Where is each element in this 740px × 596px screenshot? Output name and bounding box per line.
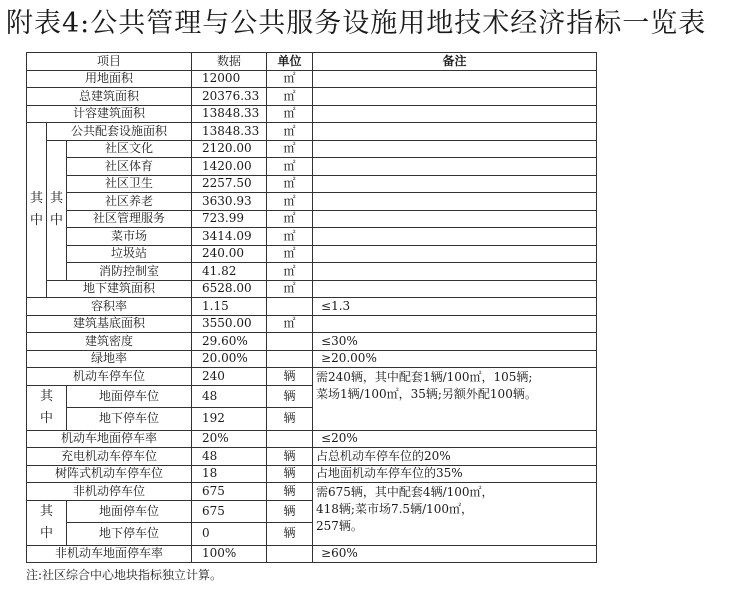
row-remark [313,315,597,333]
header-item: 项目 [27,53,192,71]
table-row [27,175,597,193]
row-item: 非机动车地面停车率 [27,545,192,563]
row-item: 建筑密度 [27,333,192,351]
row-data: 675 [192,483,267,501]
table-row [27,245,597,263]
row-remark: 占地面机动车停车位的35% [313,465,597,483]
row-unit: ㎡ [267,315,313,333]
row-item: 地下停车位 [67,408,192,431]
table-row [27,210,597,228]
row-item: 树阵式机动车停车位 [27,465,192,483]
row-data: 240 [192,368,267,386]
table-row [27,333,597,351]
row-item: 地下建筑面积 [47,280,192,298]
row-data: 0 [192,523,267,546]
table-row [27,465,597,483]
row-item: 总建筑面积 [27,88,192,106]
row-remark [313,228,597,246]
row-data: 20376.33 [192,88,267,106]
row-item: 机动车地面停车率 [27,430,192,448]
row-unit: ㎡ [267,210,313,228]
row-item: 非机动停车位 [27,483,192,501]
row-data: 41.82 [192,263,267,281]
group-label-facilities: 其 中 [47,140,67,280]
row-item: 地面停车位 [67,500,192,523]
row-remark [313,280,597,298]
row-item: 容积率 [27,298,192,316]
row-data: 12000 [192,70,267,88]
row-data: 29.60% [192,333,267,351]
row-item: 计容建筑面积 [27,105,192,123]
row-data: 3414.09 [192,228,267,246]
row-data: 1420.00 [192,158,267,176]
table-row [27,545,597,563]
group-label-area: 其 中 [27,123,47,298]
row-unit: ㎡ [267,158,313,176]
row-unit: ㎡ [267,193,313,211]
bike-parking-remark [313,483,597,546]
row-item: 绿地率 [27,350,192,368]
row-item: 消防控制室 [67,263,192,281]
row-remark [313,123,597,141]
table-row [27,448,597,466]
group-label-parking: 其 中 [27,385,67,430]
header-remark: 备注 [313,53,597,71]
parking-remark-line: 需240辆，其中配套1辆/100㎡，105辆; [316,370,533,384]
row-item: 社区养老 [67,193,192,211]
row-item: 垃圾站 [67,245,192,263]
table-row [27,263,597,281]
table-row [27,123,597,141]
table-row [27,280,597,298]
row-unit [267,298,313,316]
row-data: 723.99 [192,210,267,228]
table-row [27,193,597,211]
row-item: 社区卫生 [67,175,192,193]
row-remark [313,175,597,193]
table-row [27,430,597,448]
row-data: 6528.00 [192,280,267,298]
row-unit [267,333,313,351]
row-item: 用地面积 [27,70,192,88]
row-data: 20% [192,430,267,448]
row-unit [267,545,313,563]
table-row [27,158,597,176]
row-unit: 辆 [267,483,313,501]
row-data: 13848.33 [192,123,267,141]
row-unit: ㎡ [267,105,313,123]
row-data: 1.15 [192,298,267,316]
row-data: 13848.33 [192,105,267,123]
bike-remark-line: 257辆。 [316,519,363,533]
bike-remark-line: 需675辆，其中配套4辆/100㎡， [316,485,494,499]
row-data: 20.00% [192,350,267,368]
row-data: 100% [192,545,267,563]
parking-remark-line: 菜场1辆/100㎡，35辆;另额外配100辆。 [316,387,537,401]
row-unit: ㎡ [267,123,313,141]
table-row [27,70,597,88]
table-header-row [27,53,597,71]
bike-remark-line: 418辆;菜市场7.5辆/100㎡， [316,502,474,516]
row-remark [313,263,597,281]
table-row [27,483,597,501]
table-row [27,105,597,123]
row-item: 地下停车位 [67,523,192,546]
row-item: 公共配套设施面积 [47,123,192,141]
table-row [27,88,597,106]
row-item: 社区体育 [67,158,192,176]
header-unit: 单位 [267,53,313,71]
row-unit: 辆 [267,465,313,483]
row-unit [267,350,313,368]
table-row [27,228,597,246]
row-data: 3630.93 [192,193,267,211]
indicator-table [26,52,597,563]
parking-remark [313,368,597,431]
row-remark [313,245,597,263]
row-remark: ≤20% [313,430,597,448]
row-unit: ㎡ [267,280,313,298]
row-remark [313,193,597,211]
row-remark [313,88,597,106]
row-data: 3550.00 [192,315,267,333]
row-unit: ㎡ [267,88,313,106]
row-data: 48 [192,448,267,466]
table-row [27,298,597,316]
row-remark [313,105,597,123]
group-label-bike-parking: 其 中 [27,500,67,545]
row-unit: 辆 [267,500,313,523]
row-data: 240.00 [192,245,267,263]
footnote: 注:社区综合中心地块指标独立计算。 [26,568,223,582]
row-unit: ㎡ [267,228,313,246]
row-data: 48 [192,385,267,408]
row-item: 机动车停车位 [27,368,192,386]
row-remark: ≥60% [313,545,597,563]
table-row [27,315,597,333]
table-row [27,350,597,368]
row-data: 2120.00 [192,140,267,158]
row-data: 18 [192,465,267,483]
table-row [27,140,597,158]
row-data: 192 [192,408,267,431]
row-unit: 辆 [267,523,313,546]
header-data: 数据 [192,53,267,71]
row-unit: 辆 [267,448,313,466]
row-item: 地面停车位 [67,385,192,408]
row-unit: 辆 [267,385,313,408]
row-item: 社区管理服务 [67,210,192,228]
row-unit: ㎡ [267,175,313,193]
row-unit [267,430,313,448]
row-remark: 占总机动车停车位的20% [313,448,597,466]
row-data: 675 [192,500,267,523]
row-item: 充电机动车停车位 [27,448,192,466]
row-unit: 辆 [267,368,313,386]
row-unit: ㎡ [267,70,313,88]
row-remark: ≤1.3 [313,298,597,316]
row-unit: 辆 [267,408,313,431]
page-title: 附表4:公共管理与公共服务设施用地技术经济指标一览表 [6,8,707,39]
row-item: 菜市场 [67,228,192,246]
row-item: 建筑基底面积 [27,315,192,333]
row-data: 2257.50 [192,175,267,193]
row-unit: ㎡ [267,140,313,158]
row-remark [313,70,597,88]
row-unit: ㎡ [267,245,313,263]
row-unit: ㎡ [267,263,313,281]
row-remark [313,210,597,228]
row-item: 社区文化 [67,140,192,158]
table-row [27,368,597,386]
row-remark [313,158,597,176]
row-remark: ≥20.00% [313,350,597,368]
row-remark: ≤30% [313,333,597,351]
row-remark [313,140,597,158]
